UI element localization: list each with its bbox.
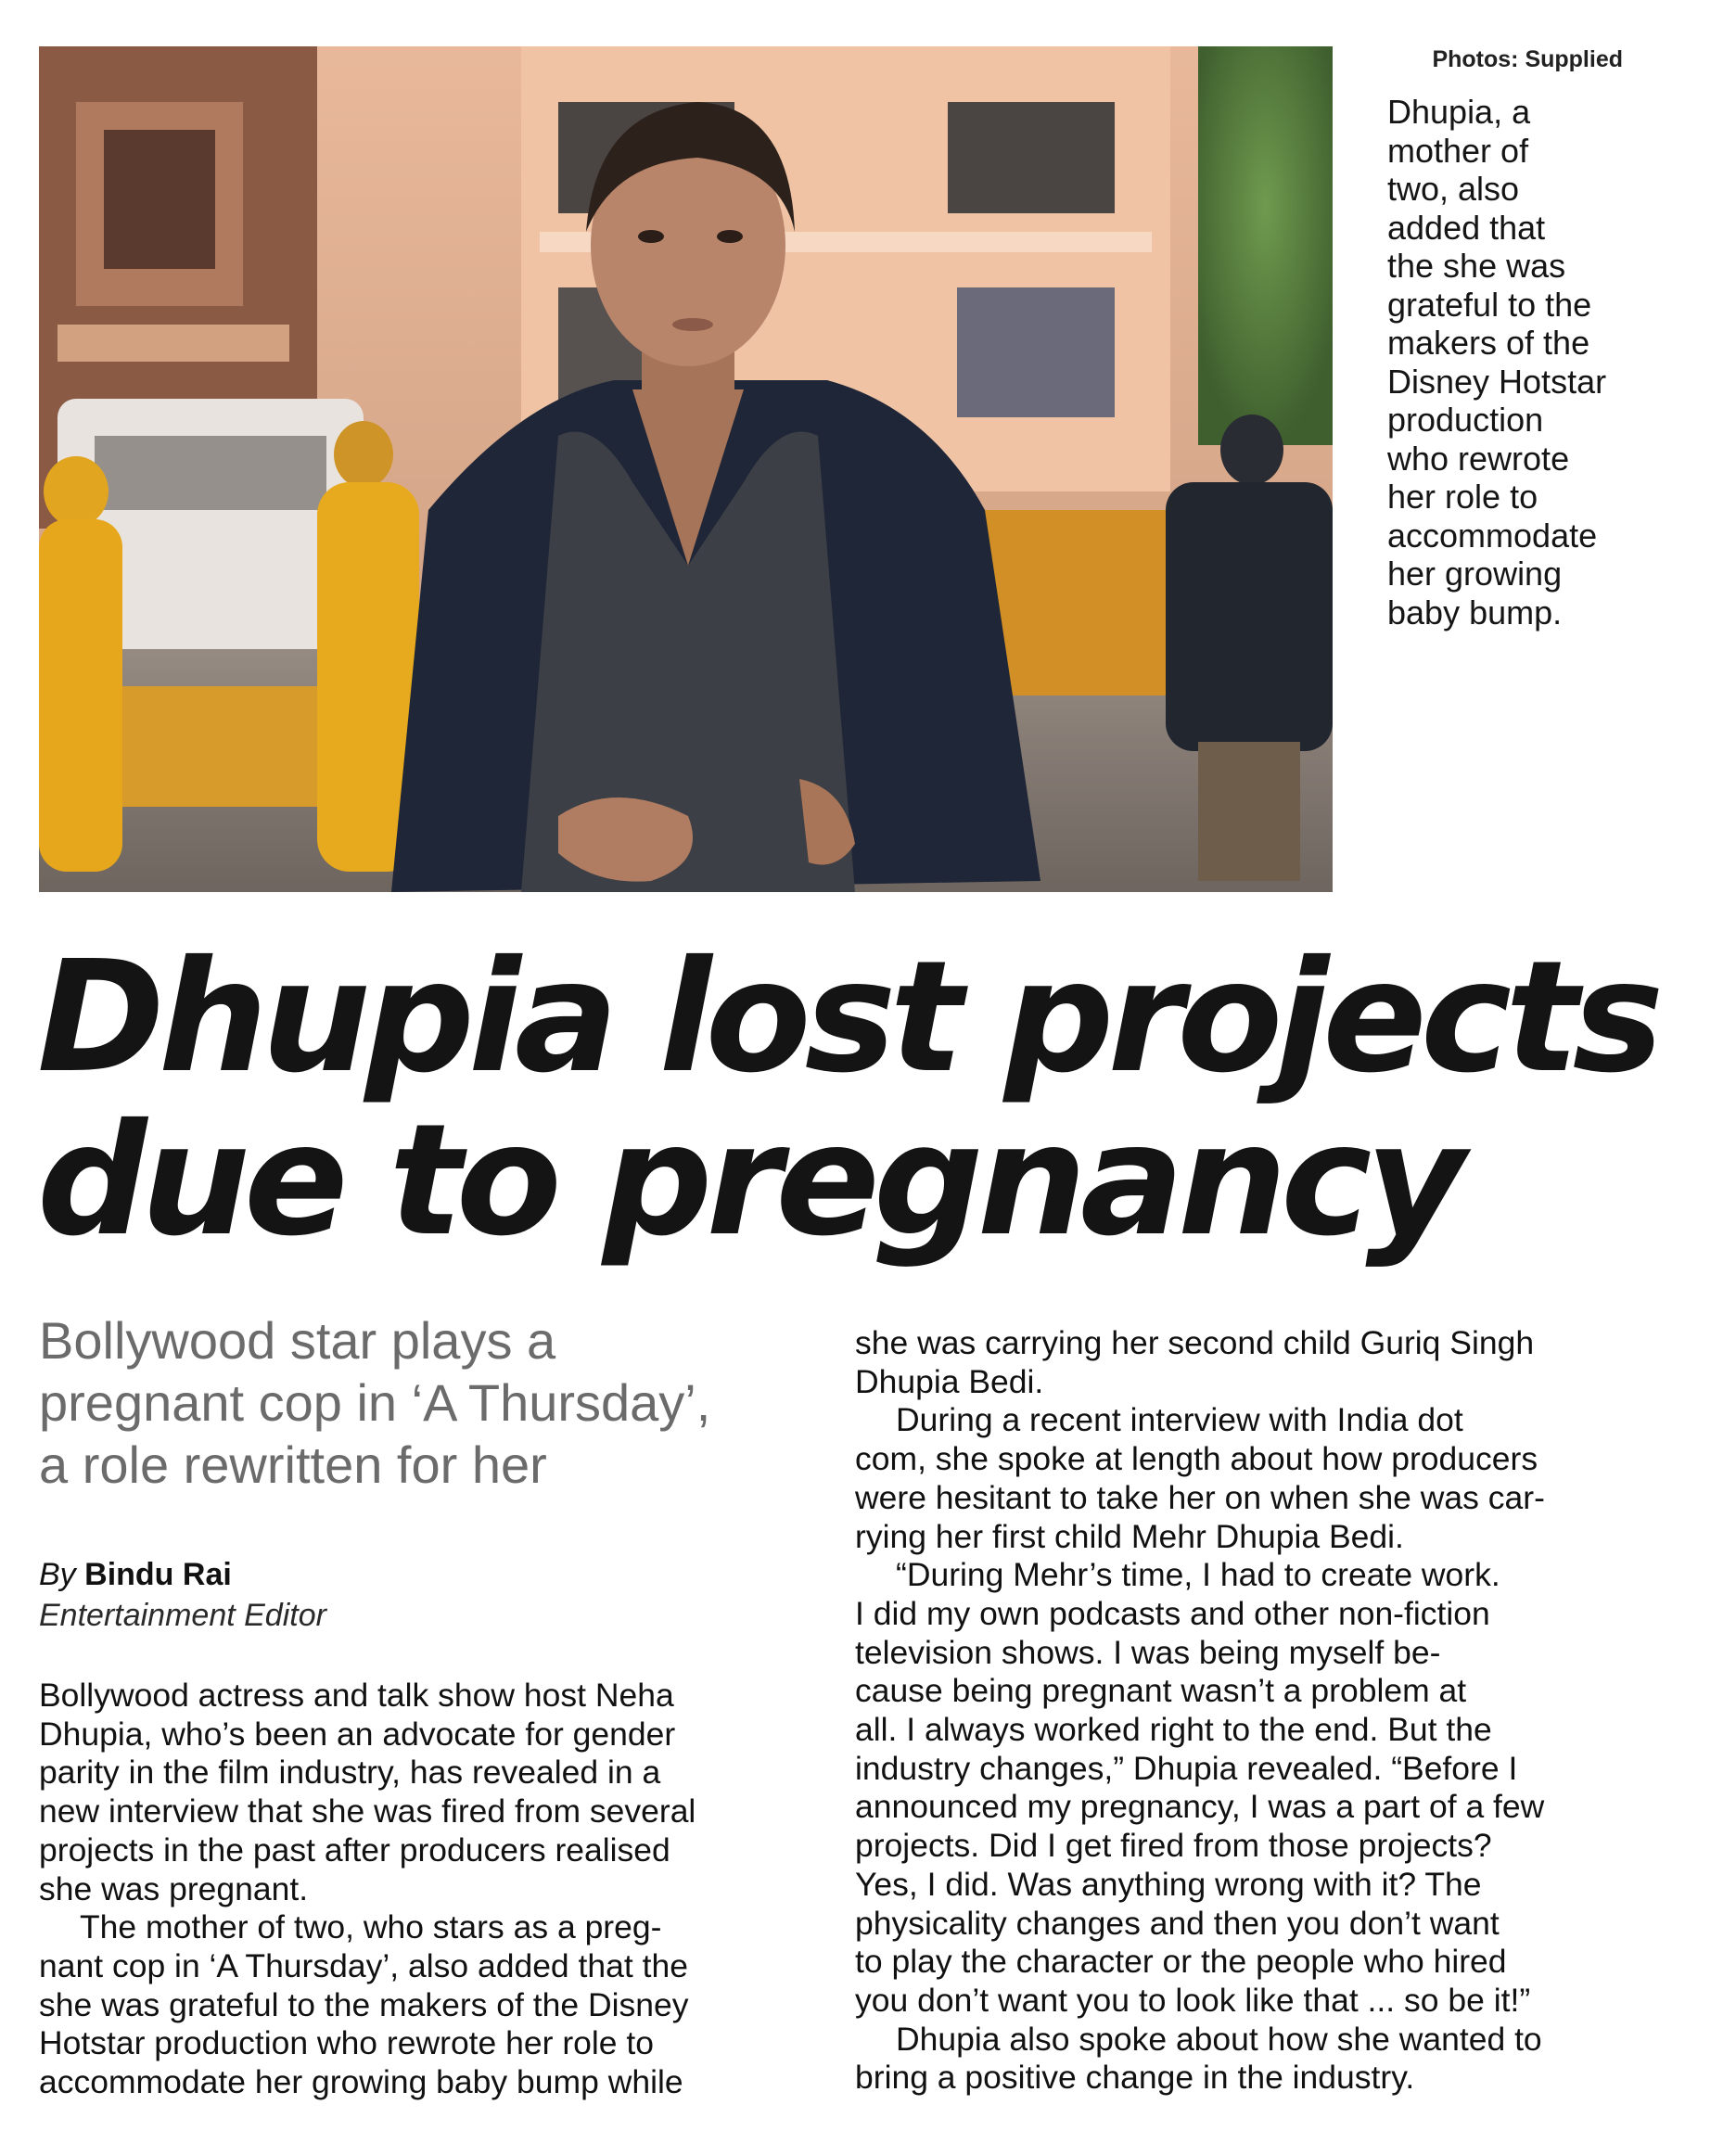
body-paragraph — [855, 1324, 1643, 1401]
caption-line: baby bump. — [1387, 593, 1563, 631]
body-paragraph — [39, 1908, 827, 2102]
caption-line: Disney Hotstar — [1387, 362, 1607, 401]
body-paragraph — [855, 1556, 1643, 2020]
caption-line: the she was — [1387, 247, 1566, 285]
photo-credit: Photos: Supplied — [1432, 46, 1623, 72]
body-line: new interview that she was fired from several — [39, 1792, 696, 1830]
body-paragraph — [855, 2021, 1643, 2098]
article-photo — [39, 46, 1333, 892]
author-name: Bindu Rai — [84, 1557, 232, 1592]
body-line: accommodate her growing baby bump while — [39, 2063, 683, 2101]
body-line: she was grateful to the makers of the Disney — [39, 1985, 689, 2023]
caption-line: grateful to the — [1387, 285, 1592, 324]
author-role: Entertainment Editor — [39, 1598, 326, 1633]
caption-line: makers of the — [1387, 324, 1590, 362]
byline — [39, 1554, 827, 1636]
body-line: all. I always worked right to the end. But the — [855, 1711, 1492, 1749]
body-line: bring a positive change in the industry. — [855, 2059, 1415, 2097]
body-line: were hesitant to take her on when she was car- — [855, 1478, 1545, 1516]
body-line: television shows. I was being myself be- — [855, 1633, 1441, 1671]
byline-prefix: By — [39, 1557, 76, 1592]
body-line: you don’t want you to look like that ... so be it!” — [855, 1981, 1531, 2019]
subheadline — [39, 1309, 827, 1496]
body-line: Dhupia, who’s been an advocate for gender — [39, 1715, 676, 1753]
body-line: physicality changes and then you don’t want — [855, 1904, 1500, 1942]
body-line: to play the character or the people who hired — [855, 1943, 1507, 1981]
body-line: Hotstar production who rewrote her role to — [39, 2024, 654, 2062]
caption-line: her growing — [1387, 555, 1563, 593]
body-line: cause being pregnant wasn’t a problem at — [855, 1672, 1467, 1710]
caption-line: who rewrote — [1387, 439, 1570, 478]
body-line: she was carrying her second child Guriq Singh — [855, 1324, 1535, 1361]
body-line: During a recent interview with India dot — [896, 1401, 1463, 1439]
body-line: “During Mehr’s time, I had to create work. — [896, 1556, 1500, 1594]
caption-line: accommodate — [1387, 516, 1598, 555]
caption-line: added that — [1387, 208, 1546, 247]
body-line: she was pregnant. — [39, 1869, 309, 1907]
headline-line: Dhupia lost projects — [37, 928, 1658, 1107]
body-line: Yes, I did. Was anything wrong with it? The — [855, 1865, 1482, 1903]
subheadline-line: a role rewritten for her — [39, 1435, 547, 1494]
photo-illustration — [39, 46, 1333, 892]
body-column-left — [39, 1677, 827, 2102]
body-line: announced my pregnancy, I was a part of a few — [855, 1788, 1545, 1826]
body-line: com, she spoke at length about how producers — [855, 1440, 1538, 1478]
headline-line: due to pregnancy — [37, 1091, 1460, 1270]
body-line: rying her first child Mehr Dhupia Bedi. — [855, 1517, 1404, 1555]
headline — [37, 928, 1706, 1270]
photo-caption — [1387, 93, 1666, 631]
body-line: nant cop in ‘A Thursday’, also added that the — [39, 1946, 688, 1984]
body-line: The mother of two, who stars as a preg- — [80, 1908, 662, 1946]
body-line: Dhupia also spoke about how she wanted to — [896, 2020, 1542, 2058]
body-line: I did my own podcasts and other non-fiction — [855, 1594, 1490, 1632]
caption-line: her role to — [1387, 478, 1538, 516]
subheadline-line: pregnant cop in ‘A Thursday’, — [39, 1373, 711, 1432]
body-paragraph — [855, 1401, 1643, 1556]
body-paragraph — [39, 1677, 827, 1908]
subheadline-line: Bollywood star plays a — [39, 1311, 556, 1370]
caption-line: Dhupia, a — [1387, 93, 1531, 131]
body-line: projects in the past after producers realised — [39, 1830, 670, 1869]
caption-line: two, also — [1387, 170, 1520, 208]
caption-line: production — [1387, 401, 1544, 439]
body-line: parity in the film industry, has revealed in a — [39, 1754, 661, 1792]
body-line: Bollywood actress and talk show host Neha — [39, 1677, 674, 1714]
body-line: projects. Did I get fired from those projects? — [855, 1827, 1492, 1865]
body-line: industry changes,” Dhupia revealed. “Before I — [855, 1749, 1518, 1787]
caption-line: mother of — [1387, 131, 1529, 170]
body-line: Dhupia Bedi. — [855, 1362, 1044, 1400]
body-column-right — [855, 1324, 1643, 2098]
